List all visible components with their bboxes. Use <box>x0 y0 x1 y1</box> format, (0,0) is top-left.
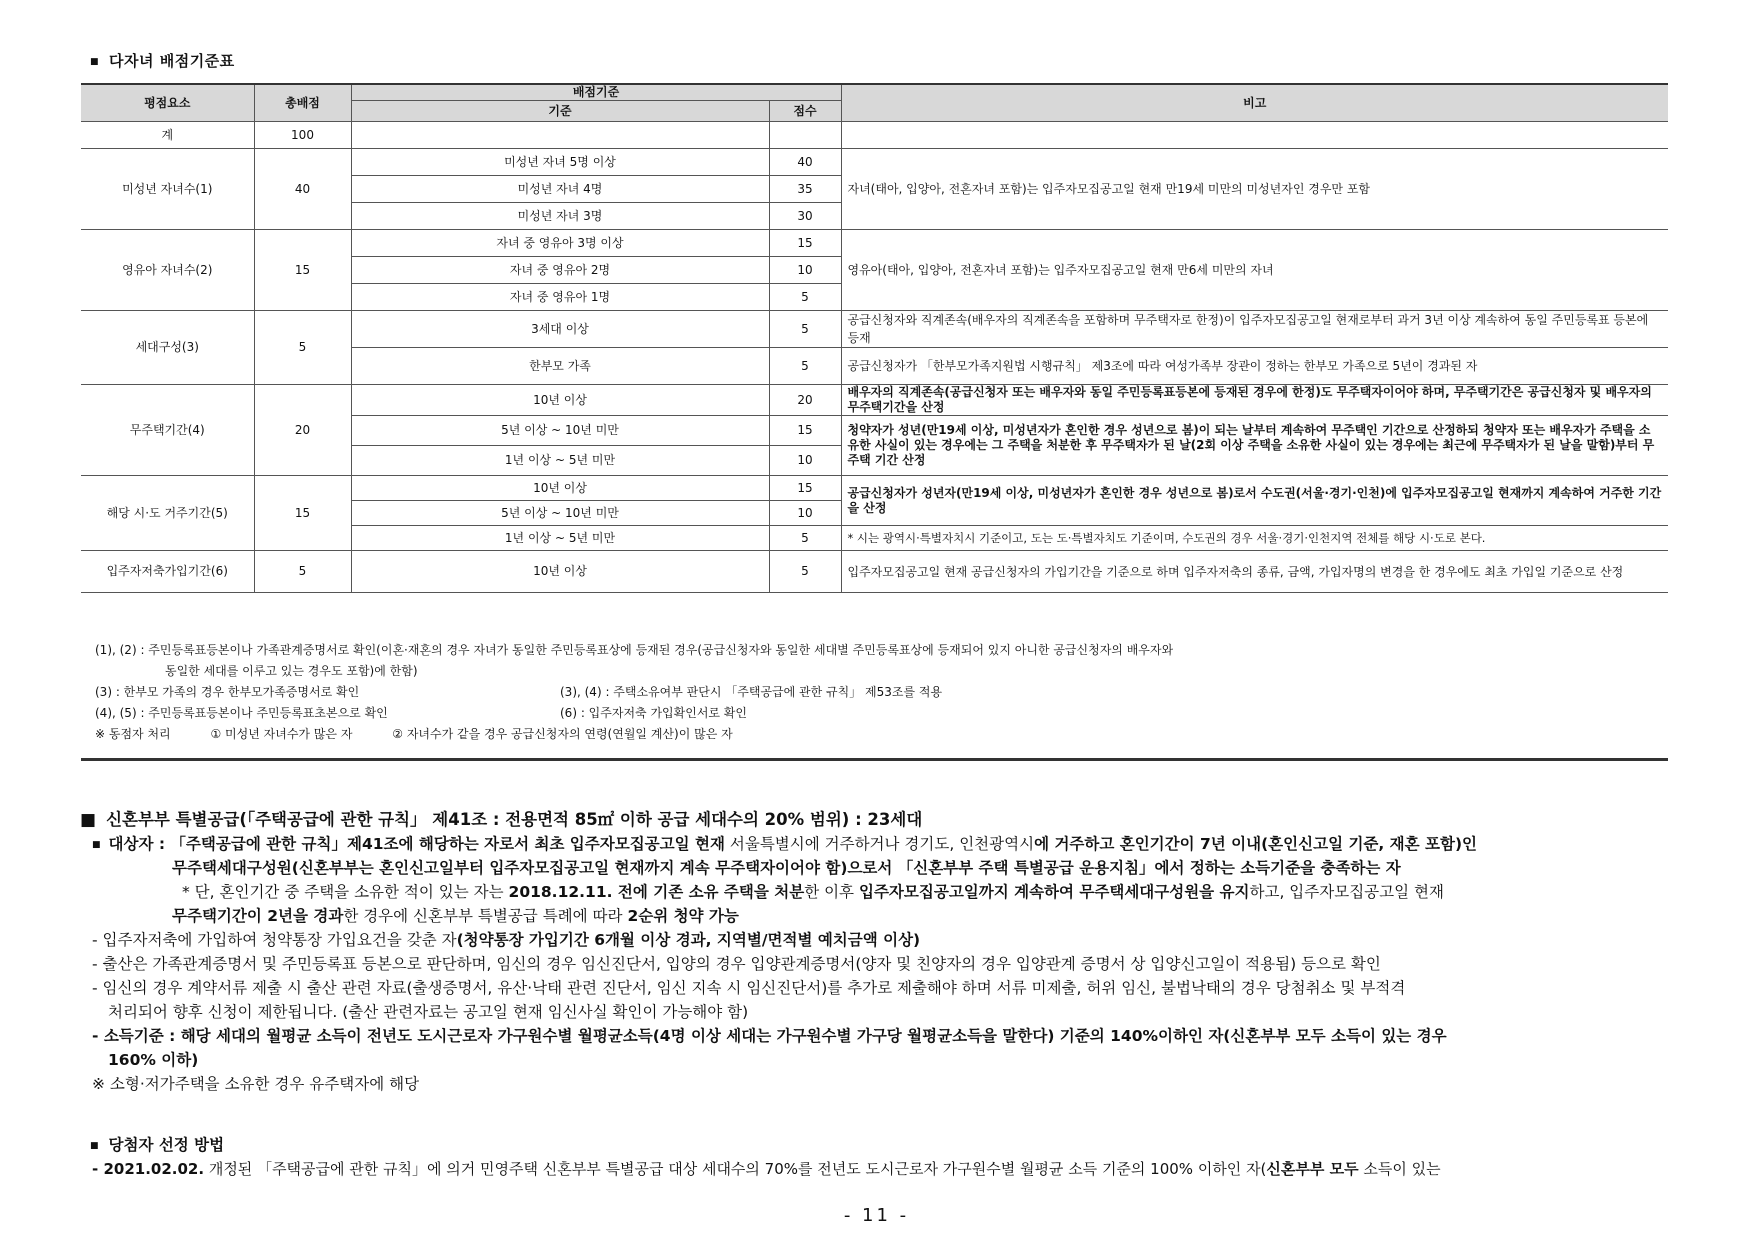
score-cell: 35 <box>769 176 841 203</box>
section-divider <box>81 758 1668 761</box>
bullet-square-icon: ■ <box>92 840 101 850</box>
section-heading-newlywed: ■ 신혼부부 특별공급(「주택공급에 관한 규칙」 제41조 : 전용면적 85㎡ 이하 공급 세대수의 20% 범위) : 23세대 <box>80 810 923 830</box>
criteria-cell: 10년 이상 <box>351 551 769 593</box>
page-number: - 11 - <box>843 1205 910 1226</box>
score-cell: 5 <box>769 284 841 311</box>
text-line: - 임신의 경우 계약서류 제출 시 출산 관련 자료(출생증명서, 유산·낙태 관련 진단서, 임신 지속 시 임신진단서)를 추가로 제출해야 하며 서류 미제출, 허위 임신, 불법낙태의 경우 당첨취소 및 부적격 <box>92 979 1406 997</box>
bullet-square-icon: ■ <box>80 810 97 830</box>
table-row <box>81 149 1668 176</box>
points-cell: 40 <box>254 149 351 230</box>
criteria-cell: 5년 이상 ~ 10년 미만 <box>351 501 769 526</box>
header-criteria-group: 배점기준 <box>351 84 841 101</box>
text-line: ■ 대상자 : 「주택공급에 관한 규칙」제41조에 해당하는 자로서 최초 입주자모집공고일 현재 서울특별시에 거주하거나 경기도, 인천광역시에 거주하고 혼인기간이 7년 이내(혼인신고일 기준, 재혼 포함)인 <box>92 835 1478 853</box>
text-line: 160% 이하) <box>108 1051 199 1069</box>
multichild-score-table <box>81 83 1668 593</box>
table-row-total <box>81 122 1668 149</box>
criteria-cell: 자녀 중 영유아 3명 이상 <box>351 230 769 257</box>
tie-break-label: ※ 동점자 처리 <box>95 727 171 741</box>
factor-cell: 세대구성(3) <box>81 311 254 385</box>
points-cell: 20 <box>254 385 351 476</box>
points-cell: 15 <box>254 230 351 311</box>
remarks-cell: 공급신청자가 「한부모가족지원법 시행규칙」 제3조에 따라 여성가족부 장관이 정하는 한부모 가족으로 5년이 경과된 자 <box>841 348 1668 385</box>
footnote-6: (6) : 입주자저축 가입확인서로 확인 <box>560 706 747 720</box>
score-cell: 10 <box>769 501 841 526</box>
score-cell: 15 <box>769 416 841 446</box>
criteria-cell: 1년 이상 ~ 5년 미만 <box>351 526 769 551</box>
footnote-line <box>95 703 1655 724</box>
text-line: - 출산은 가족관계증명서 및 주민등록표 등본으로 판단하며, 임신의 경우 임신진단서, 입양의 경우 입양관계증명서(양자 및 친양자의 경우 입양관계 증명서 상 입양신고일이 적용됨) 등으로 확인 <box>92 955 1381 973</box>
criteria-cell: 1년 이상 ~ 5년 미만 <box>351 446 769 476</box>
section-heading-multichild: ■ 다자녀 배점기준표 <box>90 52 235 70</box>
score-cell: 5 <box>769 348 841 385</box>
criteria-cell: 미성년 자녀 3명 <box>351 203 769 230</box>
criteria-cell: 자녀 중 영유아 2명 <box>351 257 769 284</box>
total-label: 계 <box>81 122 254 149</box>
footnote-3-4: (3), (4) : 주택소유여부 판단시 「주택공급에 관한 규칙」 제53조를 적용 <box>560 685 943 699</box>
text-line: 처리되어 향후 신청이 제한됩니다. (출산 관련자료는 공고일 현재 임신사실 확인이 가능해야 함) <box>108 1003 749 1021</box>
header-score: 점수 <box>769 101 841 122</box>
bullet-square-icon: ■ <box>90 57 100 67</box>
score-cell: 40 <box>769 149 841 176</box>
footnote-line: (1), (2) : 주민등록표등본이나 가족관계증명서로 확인(이혼·재혼의 경우 자녀가 동일한 주민등록표상에 등재된 경우(공급신청자와 동일한 세대별 주민등록표상에 등재되어 있지 아니한 공급신청자의 배우자와 <box>95 643 1174 657</box>
score-cell: 5 <box>769 526 841 551</box>
score-cell: 10 <box>769 257 841 284</box>
text-line: 무주택기간이 2년을 경과한 경우에 신혼부부 특별공급 특례에 따라 2순위 청약 가능 <box>172 907 739 925</box>
table-row <box>81 311 1668 348</box>
factor-cell: 무주택기간(4) <box>81 385 254 476</box>
remarks-cell: 공급신청자와 직계존속(배우자의 직계존속을 포함하며 무주택자로 한정)이 입주자모집공고일 현재로부터 과거 3년 이상 계속하여 동일 주민등록표 등본에 등재 <box>841 311 1668 348</box>
table-row <box>81 385 1668 416</box>
text-line: * 단, 혼인기간 중 주택을 소유한 적이 있는 자는 2018.12.11. 전에 기존 소유 주택을 처분한 이후 입주자모집공고일까지 계속하여 무주택세대구성원을 유지하고, 입주자모집공고일 현재 <box>182 883 1444 901</box>
score-cell: 15 <box>769 476 841 501</box>
criteria-cell: 3세대 이상 <box>351 311 769 348</box>
criteria-cell: 10년 이상 <box>351 476 769 501</box>
remarks-cell: * 시는 광역시·특별자치시 기준이고, 도는 도·특별자치도 기준이며, 수도권의 경우 서울·경기·인천지역 전체를 해당 시·도로 본다. <box>841 526 1668 551</box>
table-row <box>81 230 1668 257</box>
criteria-cell: 5년 이상 ~ 10년 미만 <box>351 416 769 446</box>
remarks-cell: 영유아(태아, 입양아, 전혼자녀 포함)는 입주자모집공고일 현재 만6세 미만의 자녀 <box>841 230 1668 311</box>
criteria-cell: 미성년 자녀 5명 이상 <box>351 149 769 176</box>
points-cell: 15 <box>254 476 351 551</box>
factor-cell: 해당 시·도 거주기간(5) <box>81 476 254 551</box>
criteria-cell: 미성년 자녀 4명 <box>351 176 769 203</box>
factor-cell: 입주자저축가입기간(6) <box>81 551 254 593</box>
table-row <box>81 476 1668 501</box>
remarks-cell: 배우자의 직계존속(공급신청자 또는 배우자와 동일 주민등록표등본에 등재된 경우에 한정)도 무주택자이어야 하며, 무주택기간은 공급신청자 및 배우자의 무주택기간을 산정 <box>841 385 1668 416</box>
remarks-cell: 청약자가 성년(만19세 이상, 미성년자가 혼인한 경우 성년으로 봄)이 되는 날부터 계속하여 무주택인 기간으로 산정하되 청약자 또는 배우자가 주택을 소유한 사실이 있는 경우에는 그 주택을 처분한 후 무주택자가 된 날(2회 이상 주택을 소유한 사실이 있는 경우에는 최근에 무주택자가 된 날을 말함)부터 무주택 기간 산정 <box>841 416 1668 476</box>
score-cell: 15 <box>769 230 841 257</box>
bullet-square-icon: ■ <box>90 1141 99 1151</box>
score-cell: 5 <box>769 551 841 593</box>
tie-break-line <box>95 724 1655 745</box>
score-cell: 20 <box>769 385 841 416</box>
remarks-cell: 입주자모집공고일 현재 공급신청자의 가입기간을 기준으로 하며 입주자저축의 종류, 금액, 가입자명의 변경을 한 경우에도 최초 가입일 기준으로 산정 <box>841 551 1668 593</box>
criteria-cell: 자녀 중 영유아 1명 <box>351 284 769 311</box>
footnote-3: (3) : 한부모 가족의 경우 한부모가족증명서로 확인 <box>95 685 360 699</box>
points-cell: 5 <box>254 311 351 385</box>
text-line: ※ 소형·저가주택을 소유한 경우 유주택자에 해당 <box>92 1075 420 1093</box>
factor-cell: 영유아 자녀수(2) <box>81 230 254 311</box>
footnote-line <box>95 682 1655 703</box>
text-line: - 소득기준 : 해당 세대의 월평균 소득이 전년도 도시근로자 가구원수별 월평균소득(4명 이상 세대는 가구원수별 가구당 월평균소득을 말한다) 기준의 140%이하인 자(신혼부부 모두 소득이 있는 경우 <box>92 1027 1447 1045</box>
newlywed-body <box>92 832 1667 1096</box>
winner-selection-body: - 2021.02.02. 개정된 「주택공급에 관한 규칙」에 의거 민영주택 신혼부부 특별공급 대상 세대수의 70%를 전년도 도시근로자 가구원수별 월평균 소득 기준의 100% 이하인 자(신혼부부 모두 소득이 있는 <box>92 1160 1441 1178</box>
text-line: 무주택세대구성원(신혼부부는 혼인신고일부터 입주자모집공고일 현재까지 계속 무주택자이어야 함)으로서 「신혼부부 주택 특별공급 운용지침」에서 정하는 소득기준을 충족하는 자 <box>172 859 1401 877</box>
tie-break-1: ① 미성년 자녀수가 많은 자 <box>210 727 353 741</box>
remarks-cell: 자녀(태아, 입양아, 전혼자녀 포함)는 입주자모집공고일 현재 만19세 미만의 미성년자인 경우만 포함 <box>841 149 1668 230</box>
criteria-cell: 한부모 가족 <box>351 348 769 385</box>
footnote-4-5: (4), (5) : 주민등록표등본이나 주민등록표초본으로 확인 <box>95 706 388 720</box>
score-cell: 10 <box>769 446 841 476</box>
score-cell: 30 <box>769 203 841 230</box>
score-cell: 5 <box>769 311 841 348</box>
tie-break-2: ② 자녀수가 같을 경우 공급신청자의 연령(연월일 계산)이 많은 자 <box>392 727 733 741</box>
factor-cell: 미성년 자녀수(1) <box>81 149 254 230</box>
total-points: 100 <box>254 122 351 149</box>
points-cell: 5 <box>254 551 351 593</box>
header-criteria: 기준 <box>351 101 769 122</box>
header-total: 총배점 <box>254 84 351 122</box>
header-factor: 평점요소 <box>81 84 254 122</box>
section-heading-winner-selection: ■ 당첨자 선정 방법 <box>90 1136 225 1154</box>
text-line: - 입주자저축에 가입하여 청약통장 가입요건을 갖춘 자(청약통장 가입기간 6개월 이상 경과, 지역별/면적별 예치금액 이상) <box>92 931 921 949</box>
header-remarks: 비고 <box>841 84 1668 122</box>
footnote-line: 동일한 세대를 이루고 있는 경우도 포함)에 한함) <box>165 664 418 678</box>
table-row <box>81 551 1668 593</box>
table-footnotes <box>95 640 1655 745</box>
remarks-cell: 공급신청자가 성년자(만19세 이상, 미성년자가 혼인한 경우 성년으로 봄)로서 수도권(서울·경기·인천)에 입주자모집공고일 현재까지 계속하여 거주한 기간을 산정 <box>841 476 1668 526</box>
criteria-cell: 10년 이상 <box>351 385 769 416</box>
